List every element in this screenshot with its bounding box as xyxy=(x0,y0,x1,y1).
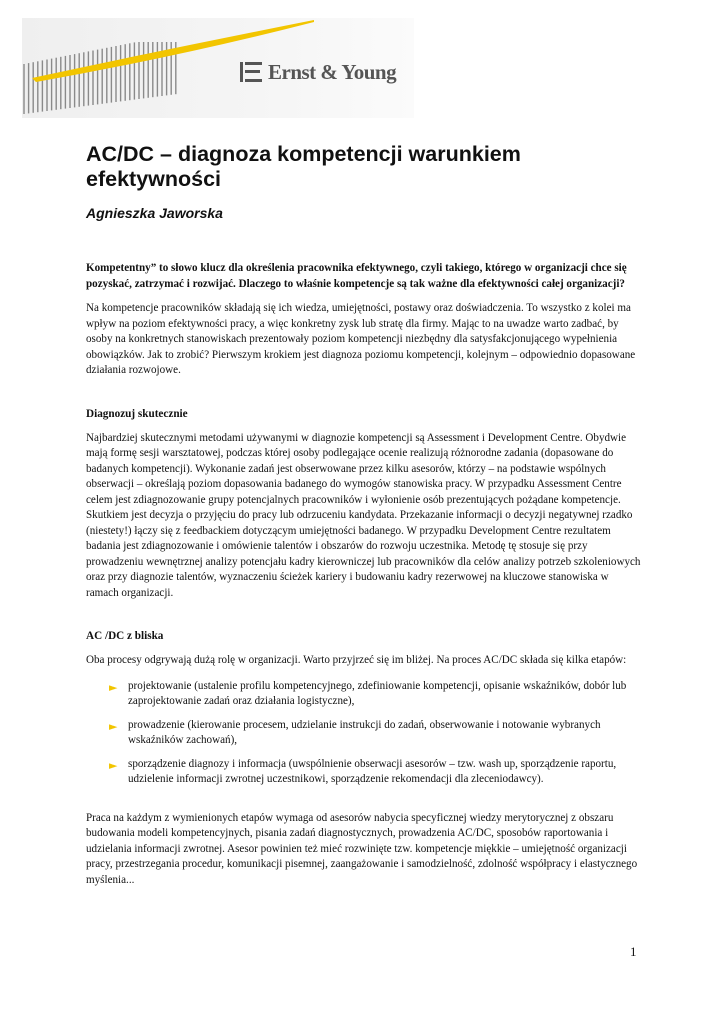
header-banner xyxy=(22,18,414,118)
list-item-text: prowadzenie (kierowanie procesem, udzielanie instrukcji do zadań, obserwowanie i notowanie wybranych wskaźników zachowań), xyxy=(128,718,601,746)
triangle-bullet-icon: ► xyxy=(109,719,118,733)
list-item-text: projektowanie (ustalenie profilu kompetencyjnego, zdefiniowanie kompetencji, opisanie wskaźników, dobór lub zaprojektowanie zadań oraz działania logistyczne), xyxy=(128,679,627,707)
document-body xyxy=(86,142,642,888)
page-title: AC/DC – diagnoza kompetencji warunkiem efektywności xyxy=(86,142,521,191)
section-diagnose-body: Najbardziej skutecznymi metodami używanymi w diagnozie kompetencji są Assessment i Development Centre. Obydwie mają formę sesji warsztatowej, podczas której osoby podlegające ocenie realizują różnorodne zadania (dopasowane do badanych kompetencji). Wykonanie zadań jest obserwowane przez kilku asesorów, którzy – na podstawie wspólnych obserwacji – określają poziom dopasowania badanego do wymogów stanowiska pracy. W przypadku Assessment Centre celem jest zdiagnozowanie grupy potencjalnych pracowników i wyłonienie osób prezentujących pożądane kompetencje. Skutkiem jest decyzja o przyjęciu do pracy lub odrzuceniu kandydata. Przekazanie informacji o decyzji negatywnej rzadko (niestety!) łączy się z feedbackiem dotyczącym umiejętności badanego. W przypadku Development Centre rezultatem badania jest zdiagnozowanie i omówienie talentów i obszarów do rozwoju uczestnika. Metodę tę stosuje się przy prowadzeniu wewnętrznej analizy potencjału kadry kierowniczej lub pracowników dla celów analizy potrzeb szkoleniowych oraz przy diagnozie talentów, wyznaczeniu ścieżek kariery i budowaniu kadry rezerwowej na kluczowe stanowiska w ramach organizacji. xyxy=(86,431,641,599)
logo-text: Ernst & Young xyxy=(268,59,397,84)
lead-paragraph: Kompetentny” to słowo klucz dla określenia pracownika efektywnego, czyli takiego, którego w organizacji chce się pozyskać, zatrzymać i rozwijać. Dlaczego to właśnie kompetencje są tak ważne dla efektywności całej organizacji? xyxy=(86,262,627,290)
page-number: 1 xyxy=(630,944,637,959)
triangle-bullet-icon: ► xyxy=(109,758,118,772)
intro-paragraph: Na kompetencje pracowników składają się ich wiedza, umiejętności, postawy oraz doświadczenia. To wszystko z kolei ma wpływ na poziom efektywności pracy, a więc konkretny zysk lub stratę dla firmy. Mając to na uwadze warto zadbać, by osoby na konkretnych stanowiskach prezentowały poziom kompetencji niezbędny dla satysfakcjonującego wypełnienia obowiązków. Jak to zrobić? Pierwszym krokiem jest diagnoza poziomu kompetencji, kolejnym – odpowiednio dopasowane działania rozwojowe. xyxy=(86,302,636,376)
author-name: Agnieszka Jaworska xyxy=(86,205,223,221)
logo-mark-icon xyxy=(238,60,264,84)
list-item xyxy=(86,679,642,710)
closing-paragraph: Praca na każdym z wymienionych etapów wymaga od asesorów nabycia specyficznej wiedzy merytorycznej z obszaru budowania modeli kompetencyjnych, pisania zadań diagnostycznych, prowadzenia AC/DC, sposobów raportowania i udzielania informacji zwrotnej. Asesor powinien też mieć rozwinięte tzw. kompetencje miękkie – umiejętność organizacji pracy, przestrzegania procedur, komunikacji pisemnej, zaangażowanie i samodzielność, zdolność współpracy i elastycznego myślenia... xyxy=(86,811,638,886)
list-item xyxy=(86,718,642,749)
company-logo xyxy=(238,58,396,86)
section-acdc-body: Oba procesy odgrywają dużą rolę w organizacji. Warto przyjrzeć się im bliżej. Na proces AC/DC składa się kilka etapów: xyxy=(86,654,627,666)
section-heading-acdc: AC /DC z bliska xyxy=(86,630,164,642)
triangle-bullet-icon: ► xyxy=(109,680,118,694)
stage-list xyxy=(86,679,642,788)
list-item-text: sporządzenie diagnozy i informacja (uwspólnienie obserwacji asesorów – tzw. wash up, sporządzenie raportu, udzielenie informacji zwrotnej uczestnikowi, sporządzenie rekomendacji dla zleceniodawcy). xyxy=(128,757,617,785)
section-heading-diagnose: Diagnozuj skutecznie xyxy=(86,407,188,420)
list-item xyxy=(86,757,642,788)
